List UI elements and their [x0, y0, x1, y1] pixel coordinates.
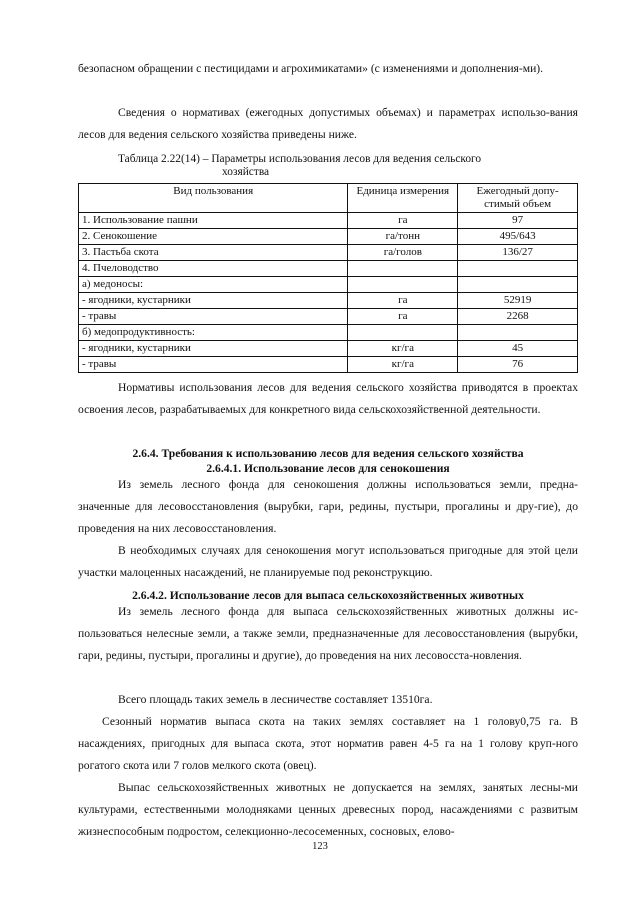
table-row: [79, 357, 578, 373]
table-row: [79, 229, 578, 245]
heading-2-6-4-2: 2.6.4.2. Использование лесов для выпаса сельскохозяйственных животных: [132, 589, 524, 602]
cell-usage: - ягодники, кустарники: [79, 341, 348, 357]
header-annual-volume: Ежегодный допу-стимый объем: [458, 184, 578, 213]
cell-usage: - ягодники, кустарники: [79, 293, 348, 309]
paragraph-graze-1: Из земель лесного фонда для выпаса сельскохозяйственных животных должны ис-пользоваться нелесные земли, а также земли, предназначенные для лесовосстановления (вырубки, гари, редины, пустыри, прогалины и другие), до проведения на них лесовосста-новления.: [78, 605, 578, 662]
table-row: [79, 245, 578, 261]
table-row: [79, 293, 578, 309]
cell-volume: [458, 261, 578, 277]
cell-unit: кг/га: [348, 357, 458, 373]
paragraph-graze-3: Сезонный норматив выпаса скота на таких землях составляет на 1 голову0,75 га. В насаждениях, пригодных для выпаса скота, этот норматив равен 4-5 га на 1 голову круп-ного рогатого скота или 7 голов мелкого скота (овец).: [78, 715, 578, 772]
table-row: [79, 309, 578, 325]
cell-volume: 495/643: [458, 229, 578, 245]
page-number: 123: [312, 841, 328, 852]
cell-usage: 4. Пчеловодство: [79, 261, 348, 277]
cell-unit: [348, 277, 458, 293]
table-row: [79, 325, 578, 341]
paragraph-graze-2: Всего площадь таких земель в лесничестве составляет 13510га.: [118, 693, 433, 706]
parameters-table: [78, 183, 578, 373]
cell-unit: га: [348, 309, 458, 325]
cell-usage: 1. Использование пашни: [79, 213, 348, 229]
cell-volume: 2268: [458, 309, 578, 325]
cell-usage: 2. Сенокошение: [79, 229, 348, 245]
cell-volume: 136/27: [458, 245, 578, 261]
cell-unit: га/тонн: [348, 229, 458, 245]
cell-unit: [348, 325, 458, 341]
table-header-row: [79, 184, 578, 213]
heading-2-6-4-1: 2.6.4.1. Использование лесов для сенокошения: [206, 462, 450, 475]
paragraph-info: Сведения о нормативах (ежегодных допустимых объемах) и параметрах использо-вания лесов для ведения сельского хозяйства приведены ниже.: [78, 106, 578, 141]
cell-unit: [348, 261, 458, 277]
cell-unit: га: [348, 213, 458, 229]
cell-unit: га/голов: [348, 245, 458, 261]
table-row: [79, 261, 578, 277]
table-caption-line1: Таблица 2.22(14) – Параметры использования лесов для ведения сельского: [118, 153, 482, 165]
cell-unit: кг/га: [348, 341, 458, 357]
cell-usage: а) медоносы:: [79, 277, 348, 293]
table-caption: [118, 153, 558, 179]
table-row: [79, 341, 578, 357]
table-caption-line2: хозяйства: [222, 166, 270, 178]
cell-volume: 76: [458, 357, 578, 373]
cell-volume: 52919: [458, 293, 578, 309]
paragraph-intro-cont: безопасном обращении с пестицидами и агрохимикатами» (с изменениями и дополнения-ми).: [78, 62, 544, 75]
header-usage-type: Вид пользования: [79, 184, 348, 213]
cell-volume: [458, 325, 578, 341]
cell-usage: 3. Пастьба скота: [79, 245, 348, 261]
table-row: [79, 213, 578, 229]
paragraph-hay-2: В необходимых случаях для сенокошения могут использоваться пригодные для этой цели участки малоценных насаждений, не планируемые под реконструкцию.: [78, 544, 578, 579]
cell-volume: 97: [458, 213, 578, 229]
cell-usage: - травы: [79, 309, 348, 325]
cell-volume: [458, 277, 578, 293]
cell-volume: 45: [458, 341, 578, 357]
header-unit: Единица измерения: [348, 184, 458, 213]
heading-2-6-4: 2.6.4. Требования к использованию лесов для ведения сельского хозяйства: [132, 447, 524, 460]
paragraph-graze-4: Выпас сельскохозяйственных животных не допускается на землях, занятых лесны-ми культурами, естественными молодняками ценных древесных пород, насаждениями с развитым жизнеспособным подростом, селекционно-лесосеменных, сосновых, елово-: [78, 781, 578, 838]
cell-usage: б) медопродуктивность:: [79, 325, 348, 341]
paragraph-after-table: Нормативы использования лесов для ведения сельского хозяйства приводятся в проектах освоения лесов, разрабатываемых для конкретного вида сельскохозяйственной деятельности.: [78, 381, 578, 416]
cell-unit: га: [348, 293, 458, 309]
cell-usage: - травы: [79, 357, 348, 373]
paragraph-hay-1: Из земель лесного фонда для сенокошения должны использоваться земли, предна-значенные для лесовосстановления (вырубки, гари, редины, пустыри, прогалины и дру-гие), до проведения на них лесовосстановления.: [78, 478, 578, 535]
table-row: [79, 277, 578, 293]
